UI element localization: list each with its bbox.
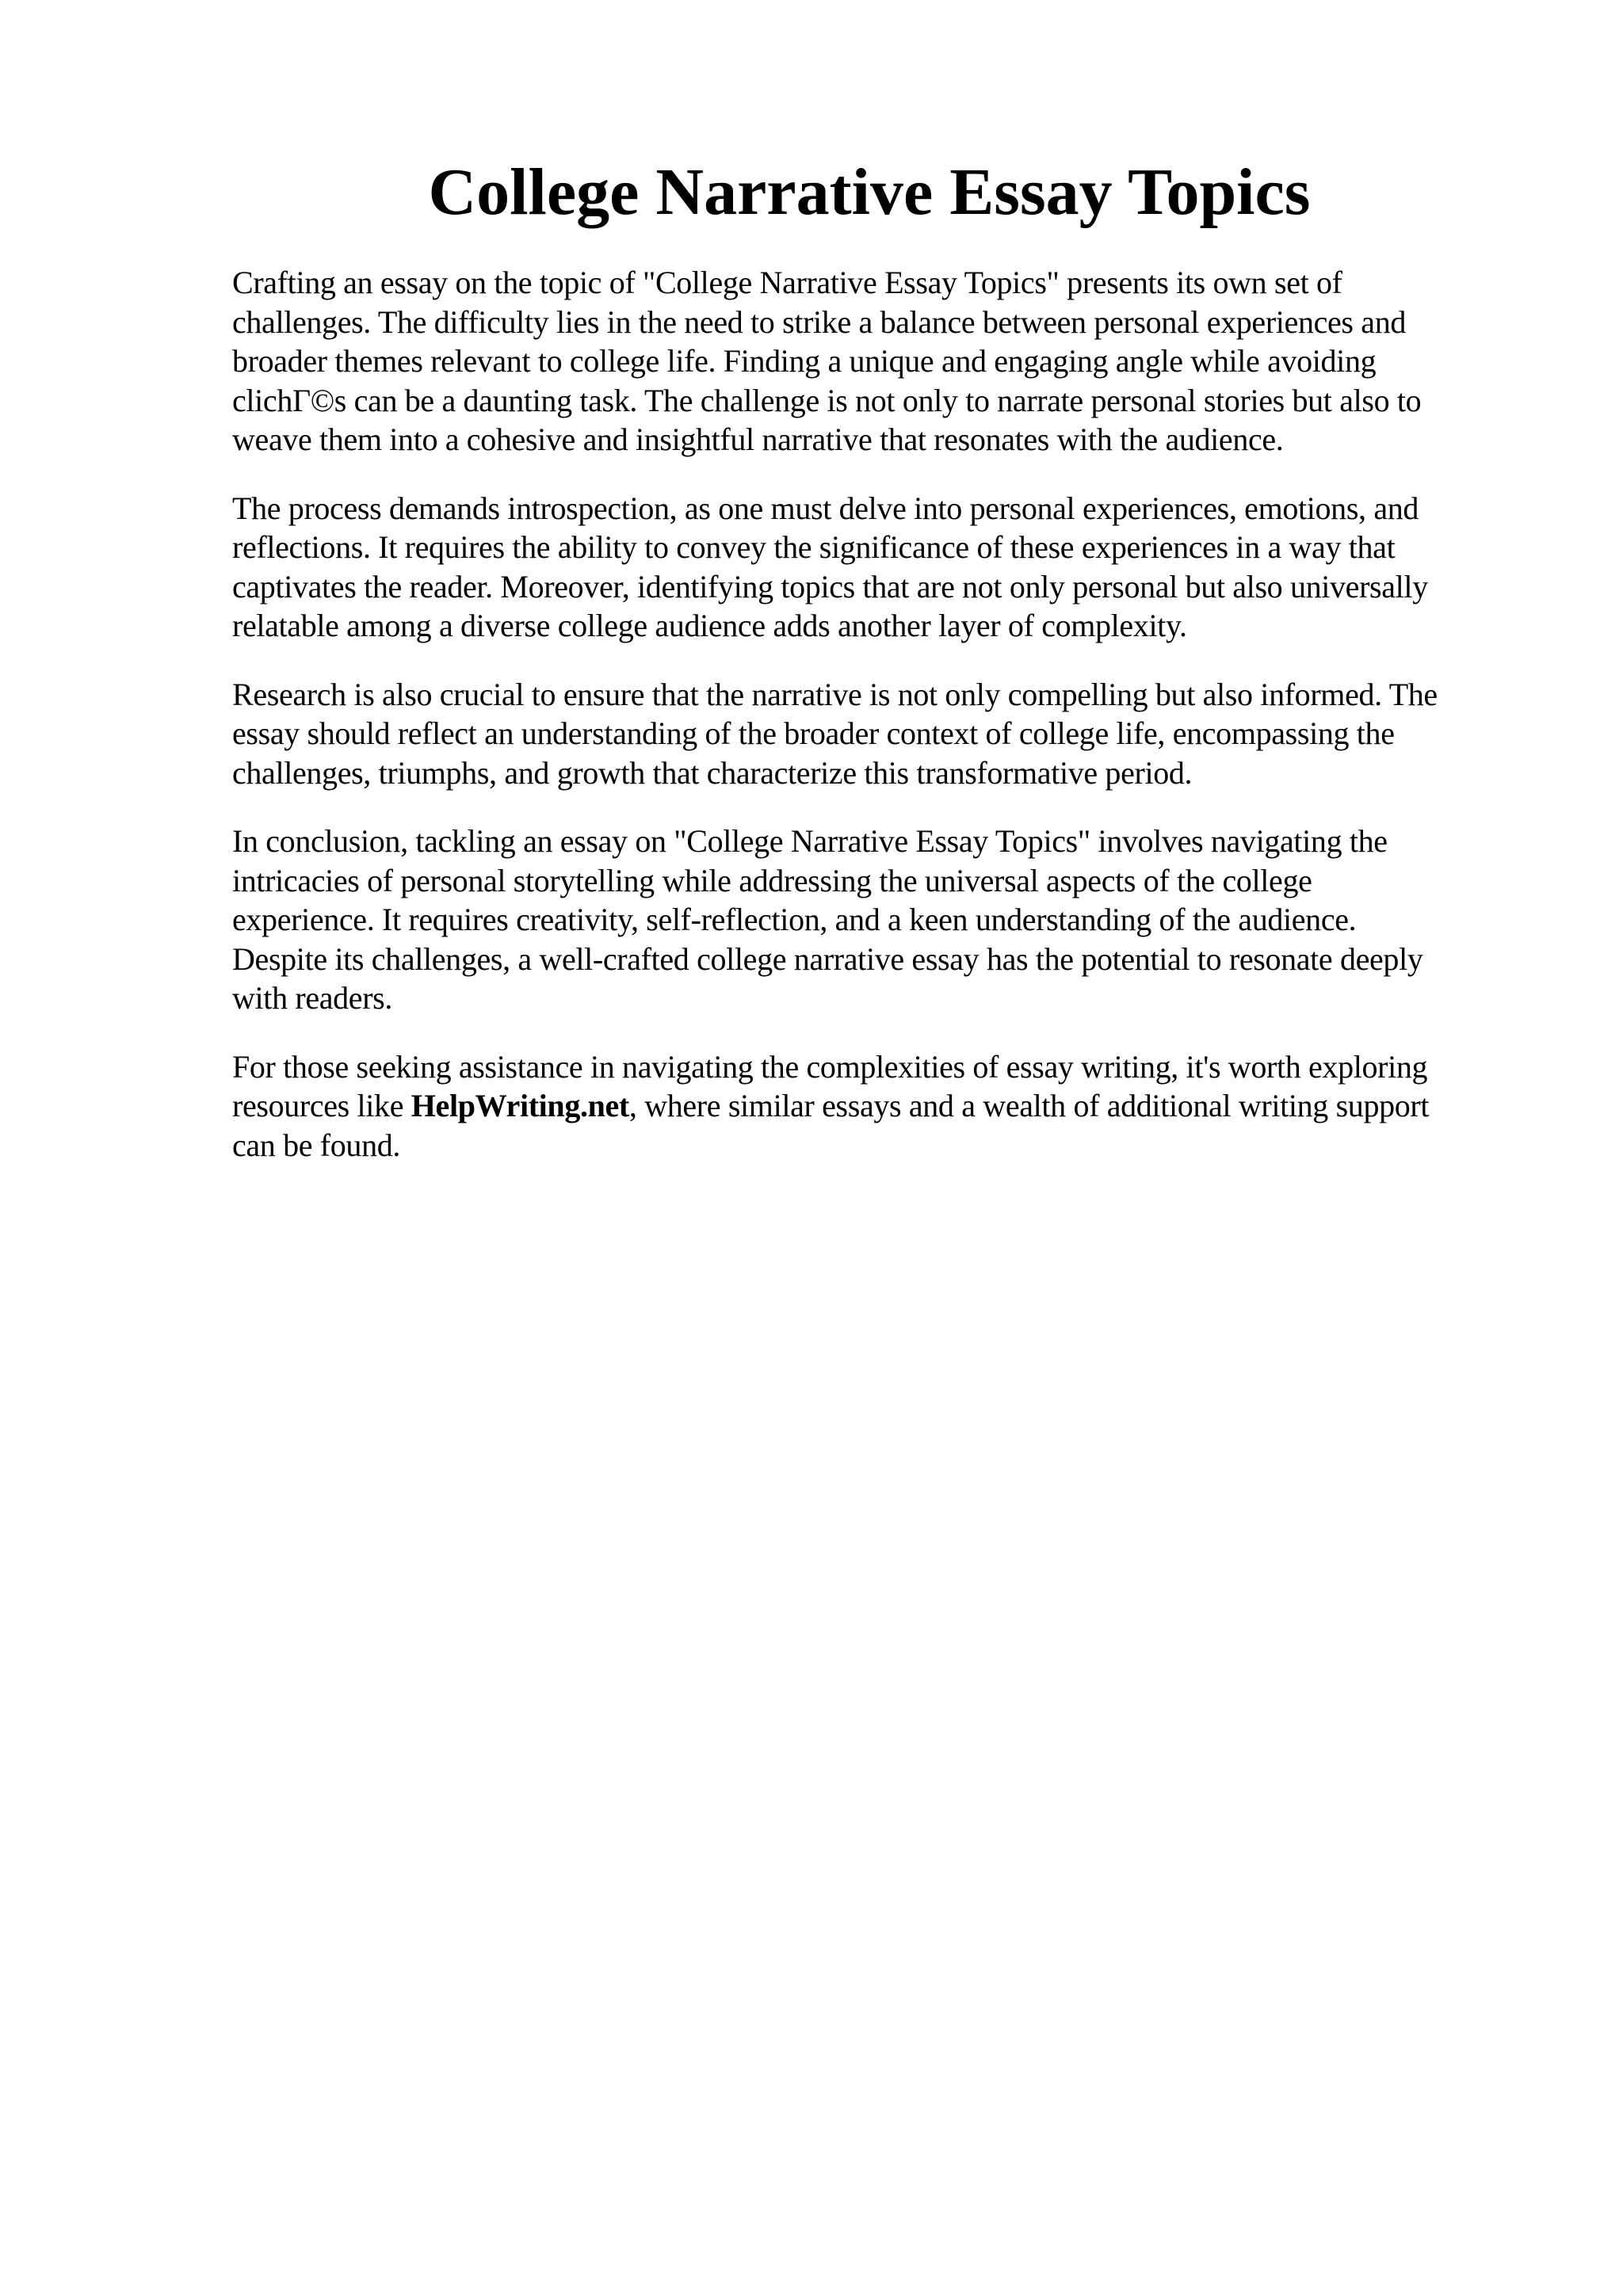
paragraph-line: broader themes relevant to college life. Finding a unique and engaging angle while avoiding: [232, 343, 1377, 379]
paragraph-line: captivates the reader. Moreover, identifying topics that are not only personal but also universally: [232, 568, 1428, 605]
paragraph-line: Research is also crucial to ensure that the narrative is not only compelling but also informed. The: [232, 676, 1438, 712]
paragraph-line: clichΓ©s can be a daunting task. The challenge is not only to narrate personal stories but also to: [232, 382, 1422, 418]
closing-text-before-link: resources like: [232, 1088, 411, 1123]
helpwriting-link[interactable]: HelpWriting.net: [411, 1088, 629, 1123]
paragraph-line: reflections. It requires the ability to convey the significance of these experiences in a way that: [232, 529, 1396, 565]
page-title: College Narrative Essay Topics: [428, 155, 1311, 229]
paragraph-line: In conclusion, tackling an essay on "College Narrative Essay Topics" involves navigating the: [232, 823, 1388, 859]
document-body: [232, 263, 1532, 1194]
paragraph-line: For those seeking assistance in navigating the complexities of essay writing, it's worth exploring: [232, 1048, 1428, 1085]
paragraph-2: [232, 489, 1532, 646]
paragraph-line: relatable among a diverse college audience adds another layer of complexity.: [232, 608, 1187, 643]
paragraph-line: essay should reflect an understanding of the broader context of college life, encompassing the: [232, 715, 1395, 751]
paragraph-line: Crafting an essay on the topic of "College Narrative Essay Topics" presents its own set of: [232, 265, 1342, 300]
paragraph-line: challenges. The difficulty lies in the need to strike a balance between personal experiences and: [232, 303, 1406, 340]
paragraph-line-with-link: [232, 1086, 1532, 1126]
closing-text-after-link: , where similar essays and a wealth of additional writing support: [628, 1088, 1430, 1123]
paragraph-line: with readers.: [232, 980, 393, 1016]
paragraph-3: [232, 675, 1532, 793]
paragraph-line: experience. It requires creativity, self-reflection, and a keen understanding of the audience.: [232, 902, 1357, 937]
paragraph-line: intricacies of personal storytelling while addressing the universal aspects of the college: [232, 862, 1312, 898]
paragraph-line: can be found.: [232, 1127, 401, 1163]
paragraph-line: The process demands introspection, as one must delve into personal experiences, emotions, and: [232, 490, 1419, 526]
paragraph-1: [232, 263, 1532, 460]
paragraph-line: challenges, triumphs, and growth that characterize this transformative period.: [232, 754, 1193, 791]
paragraph-line: weave them into a cohesive and insightful narrative that resonates with the audience.: [232, 421, 1284, 457]
closing-paragraph: [232, 1047, 1532, 1165]
paragraph-line: Despite its challenges, a well-crafted college narrative essay has the potential to resonate deeply: [232, 940, 1423, 977]
paragraph-4: [232, 822, 1532, 1018]
